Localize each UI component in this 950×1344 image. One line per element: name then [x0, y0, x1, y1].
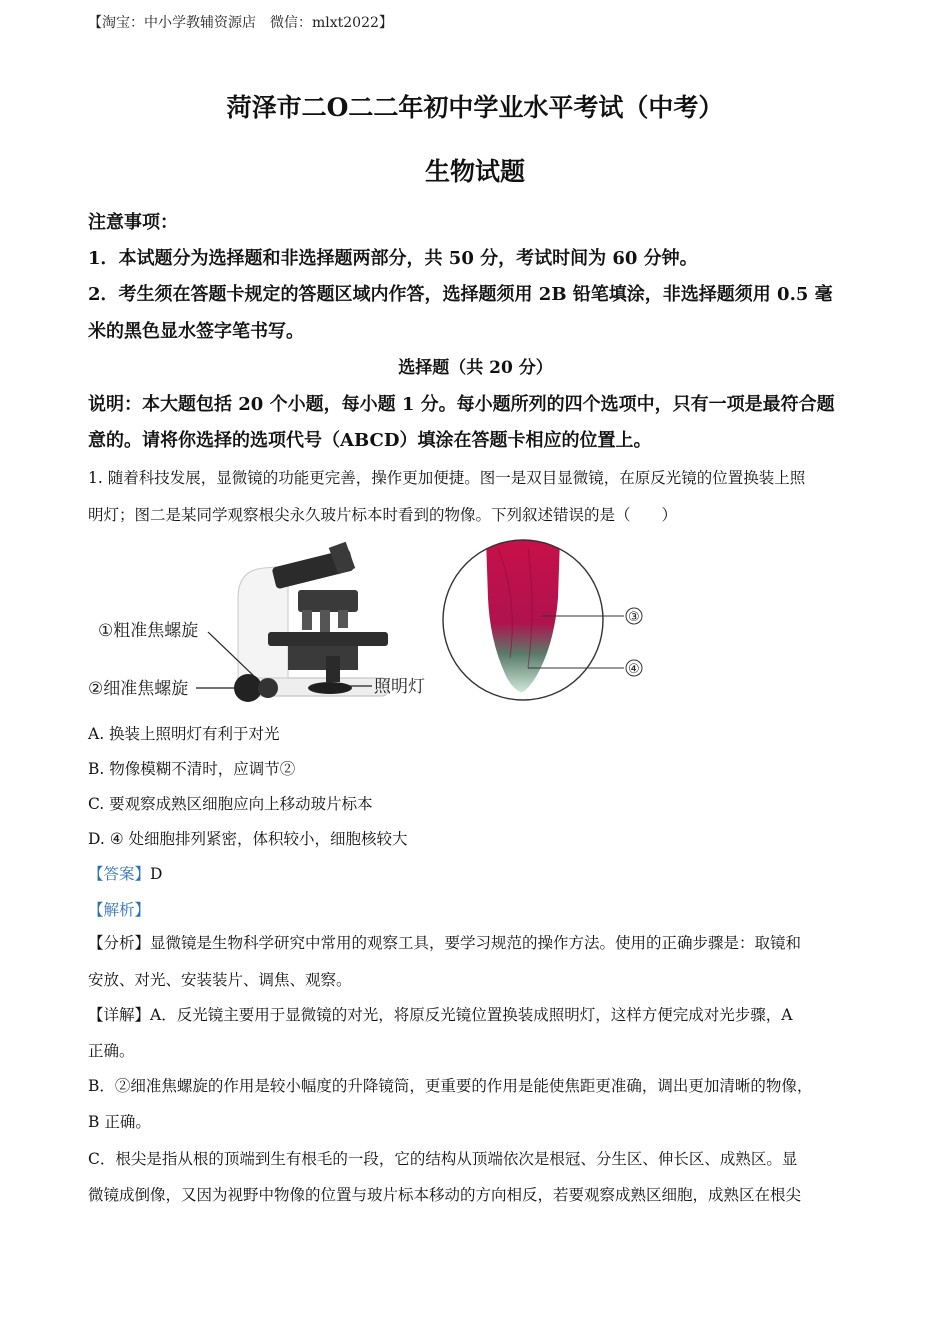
- option-d: D. ④ 处细胞排列紧密，体积较小，细胞核较大: [88, 830, 408, 848]
- answer-line: [88, 862, 162, 884]
- option-a: A. 换装上照明灯有利于对光: [88, 725, 280, 743]
- detail-line-4: B 正确。: [88, 1113, 151, 1131]
- question-stem-line-2: 明灯；图二是某同学观察根尖永久玻片标本时看到的物像。下列叙述错误的是（ ）: [88, 506, 678, 524]
- label-lamp: 照明灯: [374, 677, 425, 697]
- analysis-line-1: 【分析】显微镜是生物科学研究中常用的观察工具，要学习规范的操作方法。使用的正确步骤是：取镜和: [88, 934, 802, 952]
- detail-line-6: 微镜成倒像，又因为视野中物像的位置与玻片标本移动的方向相反，若要观察成熟区细胞，成熟区在根尖: [88, 1186, 802, 1204]
- exam-subtitle: 生物试题: [424, 157, 525, 186]
- detail-line-1: 【详解】A．反光镜主要用于显微镜的对光，将原反光镜位置换装成照明灯，这样方便完成对光步骤，A: [88, 1006, 793, 1024]
- root-tip-illustration: [486, 538, 560, 692]
- analysis-tag: 【解析】: [88, 901, 151, 919]
- label-mark-4: ④: [628, 662, 640, 677]
- detail-line-2: 正确。: [88, 1042, 135, 1060]
- header-note: 【淘宝：中小学教辅资源店 微信：mlxt2022】: [88, 15, 393, 31]
- analysis-line-2: 安放、对光、安装装片、调焦、观察。: [88, 971, 352, 989]
- microscope-illustration: [234, 542, 388, 702]
- section-desc-line-2: 意的。请将你选择的选项代号（ABCD）填涂在答题卡相应的位置上。: [88, 430, 652, 451]
- label-fine-focus: ②细准焦螺旋: [88, 679, 189, 699]
- option-c: C. 要观察成熟区细胞应向上移动玻片标本: [88, 795, 373, 813]
- notice-item-1: 1．本试题分为选择题和非选择题两部分，共 50 分，考试时间为 60 分钟。: [88, 248, 698, 269]
- section-desc-line-1: 说明：本大题包括 20 个小题，每小题 1 分。每小题所列的四个选项中，只有一项是最符合题: [88, 394, 835, 415]
- answer-value: D: [150, 865, 163, 883]
- notice-item-2-line-1: 2．考生须在答题卡规定的答题区域内作答，选择题须用 2B 铅笔填涂，非选择题须用 0.5 毫: [88, 284, 833, 305]
- notice-heading: 注意事项：: [88, 212, 178, 233]
- question-stem-line-1: 1. 随着科技发展，显微镜的功能更完善，操作更加便捷。图一是双目显微镜，在原反光镜的位置换装上照: [88, 469, 806, 487]
- label-mark-3: ③: [628, 610, 640, 625]
- answer-tag: 【答案】: [88, 865, 151, 883]
- detail-line-5: C．根尖是指从根的顶端到生有根毛的一段，它的结构从顶端依次是根冠、分生区、伸长区、成熟区。显: [88, 1150, 798, 1168]
- section-heading: 选择题（共 20 分）: [398, 358, 553, 378]
- exam-title: 菏泽市二O二二年初中学业水平考试（中考）: [226, 93, 724, 122]
- notice-item-2-line-2: 米的黑色显水签字笔书写。: [88, 321, 304, 342]
- question-figure: [88, 538, 668, 708]
- figure-svg: [88, 538, 668, 708]
- label-coarse-focus: ①粗准焦螺旋: [98, 621, 199, 641]
- detail-line-3: B．②细准焦螺旋的作用是较小幅度的升降镜筒，更重要的作用是能使焦距更准确，调出更加清晰的物像，: [88, 1077, 813, 1095]
- option-b: B. 物像模糊不清时，应调节②: [88, 760, 296, 778]
